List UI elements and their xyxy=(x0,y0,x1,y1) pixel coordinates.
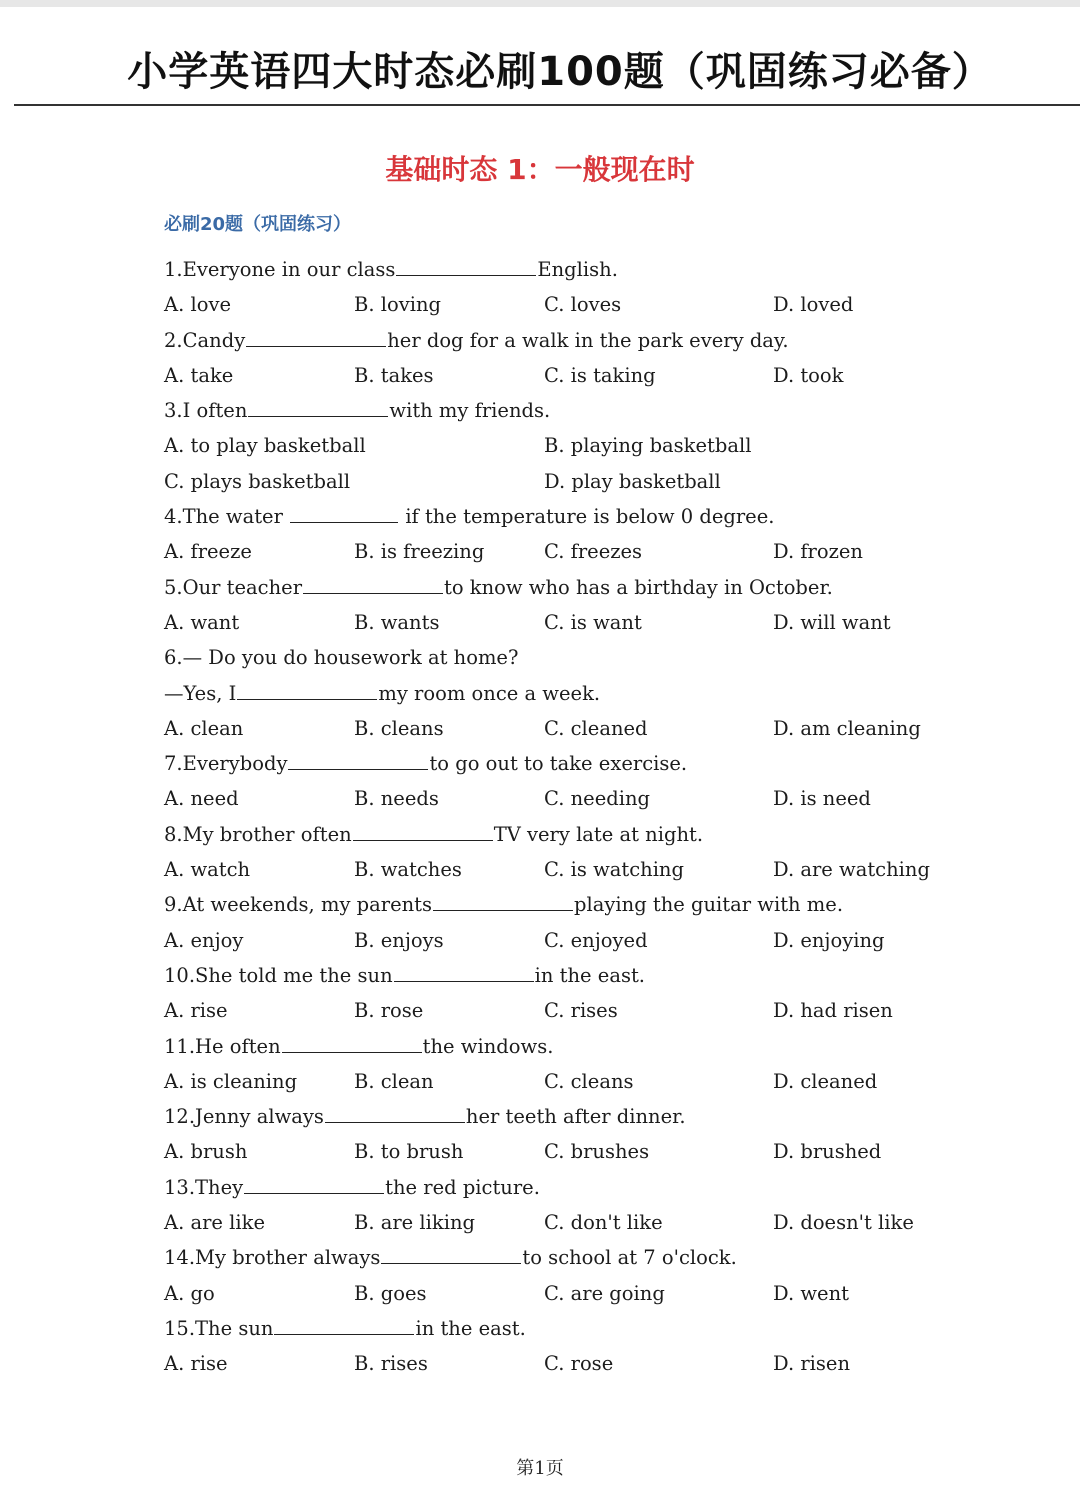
option-c: C. cleans xyxy=(544,1069,634,1093)
option-c: C. enjoyed xyxy=(544,928,648,952)
options-row xyxy=(164,711,1044,746)
question-stem xyxy=(164,746,1044,781)
question-stem xyxy=(164,499,1044,534)
question-list xyxy=(164,252,1044,1382)
stem-text-after: the red picture. xyxy=(385,1175,540,1199)
stem-text-before: 5.Our teacher xyxy=(164,575,303,599)
stem-text-after: in the east. xyxy=(534,963,645,987)
options-row xyxy=(164,993,1044,1028)
option-d: D. doesn't like xyxy=(773,1211,914,1235)
option-a: A. need xyxy=(164,787,239,811)
answer-blank xyxy=(248,415,388,417)
stem-text-before: 11.He often xyxy=(164,1034,281,1058)
stem-text-after: my room once a week. xyxy=(378,681,601,705)
options-row xyxy=(164,358,1044,393)
option-d: D. loved xyxy=(773,293,854,317)
question-stem xyxy=(164,323,1044,358)
subsection-title: 必刷20题（巩固练习） xyxy=(164,214,352,235)
question-5 xyxy=(164,570,1044,641)
stem-text-after: her dog for a walk in the park every day. xyxy=(387,328,789,352)
option-b: B. are liking xyxy=(354,1211,475,1235)
option-d: D. brushed xyxy=(773,1140,882,1164)
stem-text-after: to go out to take exercise. xyxy=(429,752,688,776)
option-b: B. cleans xyxy=(354,716,444,740)
options-row xyxy=(164,852,1044,887)
question-stem xyxy=(164,1311,1044,1346)
option-c: C. cleaned xyxy=(544,716,648,740)
question-stem xyxy=(164,393,1044,428)
option-b: B. watches xyxy=(354,858,462,882)
option-c: C. freezes xyxy=(544,540,643,564)
answer-blank xyxy=(325,1121,465,1123)
option-a: A. take xyxy=(164,363,234,387)
question-9 xyxy=(164,887,1044,958)
option-b: B. needs xyxy=(354,787,439,811)
option-b: B. wants xyxy=(354,610,440,634)
option-d: D. cleaned xyxy=(773,1069,878,1093)
stem-text-before: 13.They xyxy=(164,1175,244,1199)
stem-text-before: 14.My brother always xyxy=(164,1246,381,1270)
answer-blank xyxy=(433,909,573,911)
option-d: D. took xyxy=(773,363,844,387)
question-stem xyxy=(164,252,1044,287)
stem-text-before: 8.My brother often xyxy=(164,822,352,846)
stem-text-before: 4.The water xyxy=(164,505,290,529)
option-c: C. rises xyxy=(544,999,618,1023)
question-12 xyxy=(164,1099,1044,1170)
question-1 xyxy=(164,252,1044,323)
question-stem xyxy=(164,1099,1044,1134)
option-c: C. brushes xyxy=(544,1140,650,1164)
option-c: C. are going xyxy=(544,1281,665,1305)
option-d: D. am cleaning xyxy=(773,716,921,740)
question-stem xyxy=(164,1170,1044,1205)
option-d: D. risen xyxy=(773,1352,851,1376)
answer-blank xyxy=(290,521,398,523)
options-row xyxy=(164,1064,1044,1099)
options-row xyxy=(164,464,1044,499)
options-row xyxy=(164,781,1044,816)
answer-blank xyxy=(237,698,377,700)
option-a: A. enjoy xyxy=(164,928,244,952)
question-prompt: 6.— Do you do housework at home? xyxy=(164,646,519,670)
page-number: 第1页 xyxy=(516,1458,564,1479)
option-b: B. rises xyxy=(354,1352,428,1376)
question-stem xyxy=(164,887,1044,922)
question-stem xyxy=(164,817,1044,852)
answer-blank xyxy=(274,1333,414,1335)
stem-text-after: with my friends. xyxy=(389,399,551,423)
option-a: A. are like xyxy=(164,1211,265,1235)
question-13 xyxy=(164,1170,1044,1241)
option-d: D. had risen xyxy=(773,999,893,1023)
options-row xyxy=(164,1276,1044,1311)
question-11 xyxy=(164,1029,1044,1100)
option-c: C. is watching xyxy=(544,858,684,882)
stem-text-before: 9.At weekends, my parents xyxy=(164,893,433,917)
option-a: A. watch xyxy=(164,858,251,882)
stem-text-before: 1.Everyone in our class xyxy=(164,258,396,281)
option-d: D. frozen xyxy=(773,540,863,564)
option-d: D. play basketball xyxy=(544,469,721,493)
option-a: A. rise xyxy=(164,1352,228,1376)
option-a: A. rise xyxy=(164,999,228,1023)
stem-text-before: 7.Everybody xyxy=(164,752,288,776)
option-b: B. rose xyxy=(354,999,424,1023)
answer-blank xyxy=(246,345,386,347)
option-c: C. is want xyxy=(544,610,642,634)
stem-text-after: TV very late at night. xyxy=(493,822,704,846)
stem-text-before: 10.She told me the sun xyxy=(164,963,393,987)
option-b: B. is freezing xyxy=(354,540,485,564)
stem-text-before: —Yes, I xyxy=(164,681,237,705)
question-2 xyxy=(164,323,1044,394)
question-stem xyxy=(164,1029,1044,1064)
section-title: 基础时态 1：一般现在时 xyxy=(385,153,695,186)
option-a: A. brush xyxy=(164,1140,248,1164)
options-row xyxy=(164,534,1044,569)
option-a: A. love xyxy=(164,293,232,317)
question-6 xyxy=(164,640,1044,746)
title-divider xyxy=(14,104,1080,106)
question-8 xyxy=(164,817,1044,888)
option-b: B. goes xyxy=(354,1281,427,1305)
option-b: B. loving xyxy=(354,293,441,317)
answer-blank xyxy=(303,592,443,594)
option-c: C. loves xyxy=(544,293,622,317)
question-10 xyxy=(164,958,1044,1029)
stem-text-after: to school at 7 o'clock. xyxy=(522,1246,737,1270)
option-c: C. don't like xyxy=(544,1211,663,1235)
question-stem xyxy=(164,676,1044,711)
options-row xyxy=(164,923,1044,958)
option-b: B. playing basketball xyxy=(544,434,752,458)
question-stem xyxy=(164,958,1044,993)
stem-text-after: her teeth after dinner. xyxy=(465,1105,686,1129)
options-row xyxy=(164,1205,1044,1240)
stem-text-before: 15.The sun xyxy=(164,1316,274,1340)
option-d: D. enjoying xyxy=(773,928,885,952)
answer-blank xyxy=(282,1051,422,1053)
options-row xyxy=(164,428,1044,463)
question-4 xyxy=(164,499,1044,570)
question-7 xyxy=(164,746,1044,817)
answer-blank xyxy=(394,980,534,982)
answer-blank xyxy=(353,839,493,841)
options-row xyxy=(164,287,1044,322)
stem-text-before: 3.I often xyxy=(164,399,248,423)
option-d: D. will want xyxy=(773,610,891,634)
question-stem xyxy=(164,570,1044,605)
stem-text-before: 12.Jenny always xyxy=(164,1105,324,1129)
answer-blank xyxy=(288,768,428,770)
option-d: D. went xyxy=(773,1281,849,1305)
option-b: B. enjoys xyxy=(354,928,444,952)
answer-blank xyxy=(396,274,536,276)
option-d: D. is need xyxy=(773,787,871,811)
options-row xyxy=(164,1346,1044,1381)
options-row xyxy=(164,605,1044,640)
answer-blank xyxy=(381,1262,521,1264)
question-3 xyxy=(164,393,1044,499)
option-a: A. go xyxy=(164,1281,215,1305)
option-b: B. takes xyxy=(354,363,434,387)
question-stem xyxy=(164,1240,1044,1275)
stem-text-after: if the temperature is below 0 degree. xyxy=(399,505,775,529)
option-c: C. plays basketball xyxy=(164,469,351,493)
stem-text-after: in the east. xyxy=(415,1316,526,1340)
option-a: A. want xyxy=(164,610,240,634)
option-a: A. is cleaning xyxy=(164,1069,298,1093)
stem-text-after: English. xyxy=(537,258,618,281)
stem-text-before: 2.Candy xyxy=(164,328,246,352)
answer-blank xyxy=(244,1192,384,1194)
stem-text-after: the windows. xyxy=(422,1034,554,1058)
option-a: A. to play basketball xyxy=(164,434,366,458)
options-row xyxy=(164,1134,1044,1169)
stem-text-after: to know who has a birthday in October. xyxy=(444,575,833,599)
question-14 xyxy=(164,1240,1044,1311)
option-c: C. is taking xyxy=(544,363,656,387)
option-b: B. clean xyxy=(354,1069,434,1093)
stem-text-after: playing the guitar with me. xyxy=(574,893,844,917)
document-title: 小学英语四大时态必刷100题（巩固练习必备） xyxy=(127,49,993,95)
option-a: A. freeze xyxy=(164,540,252,564)
option-b: B. to brush xyxy=(354,1140,464,1164)
scan-top-edge xyxy=(0,0,1080,7)
option-c: C. rose xyxy=(544,1352,614,1376)
option-c: C. needing xyxy=(544,787,651,811)
option-d: D. are watching xyxy=(773,858,930,882)
question-15 xyxy=(164,1311,1044,1382)
option-a: A. clean xyxy=(164,716,244,740)
